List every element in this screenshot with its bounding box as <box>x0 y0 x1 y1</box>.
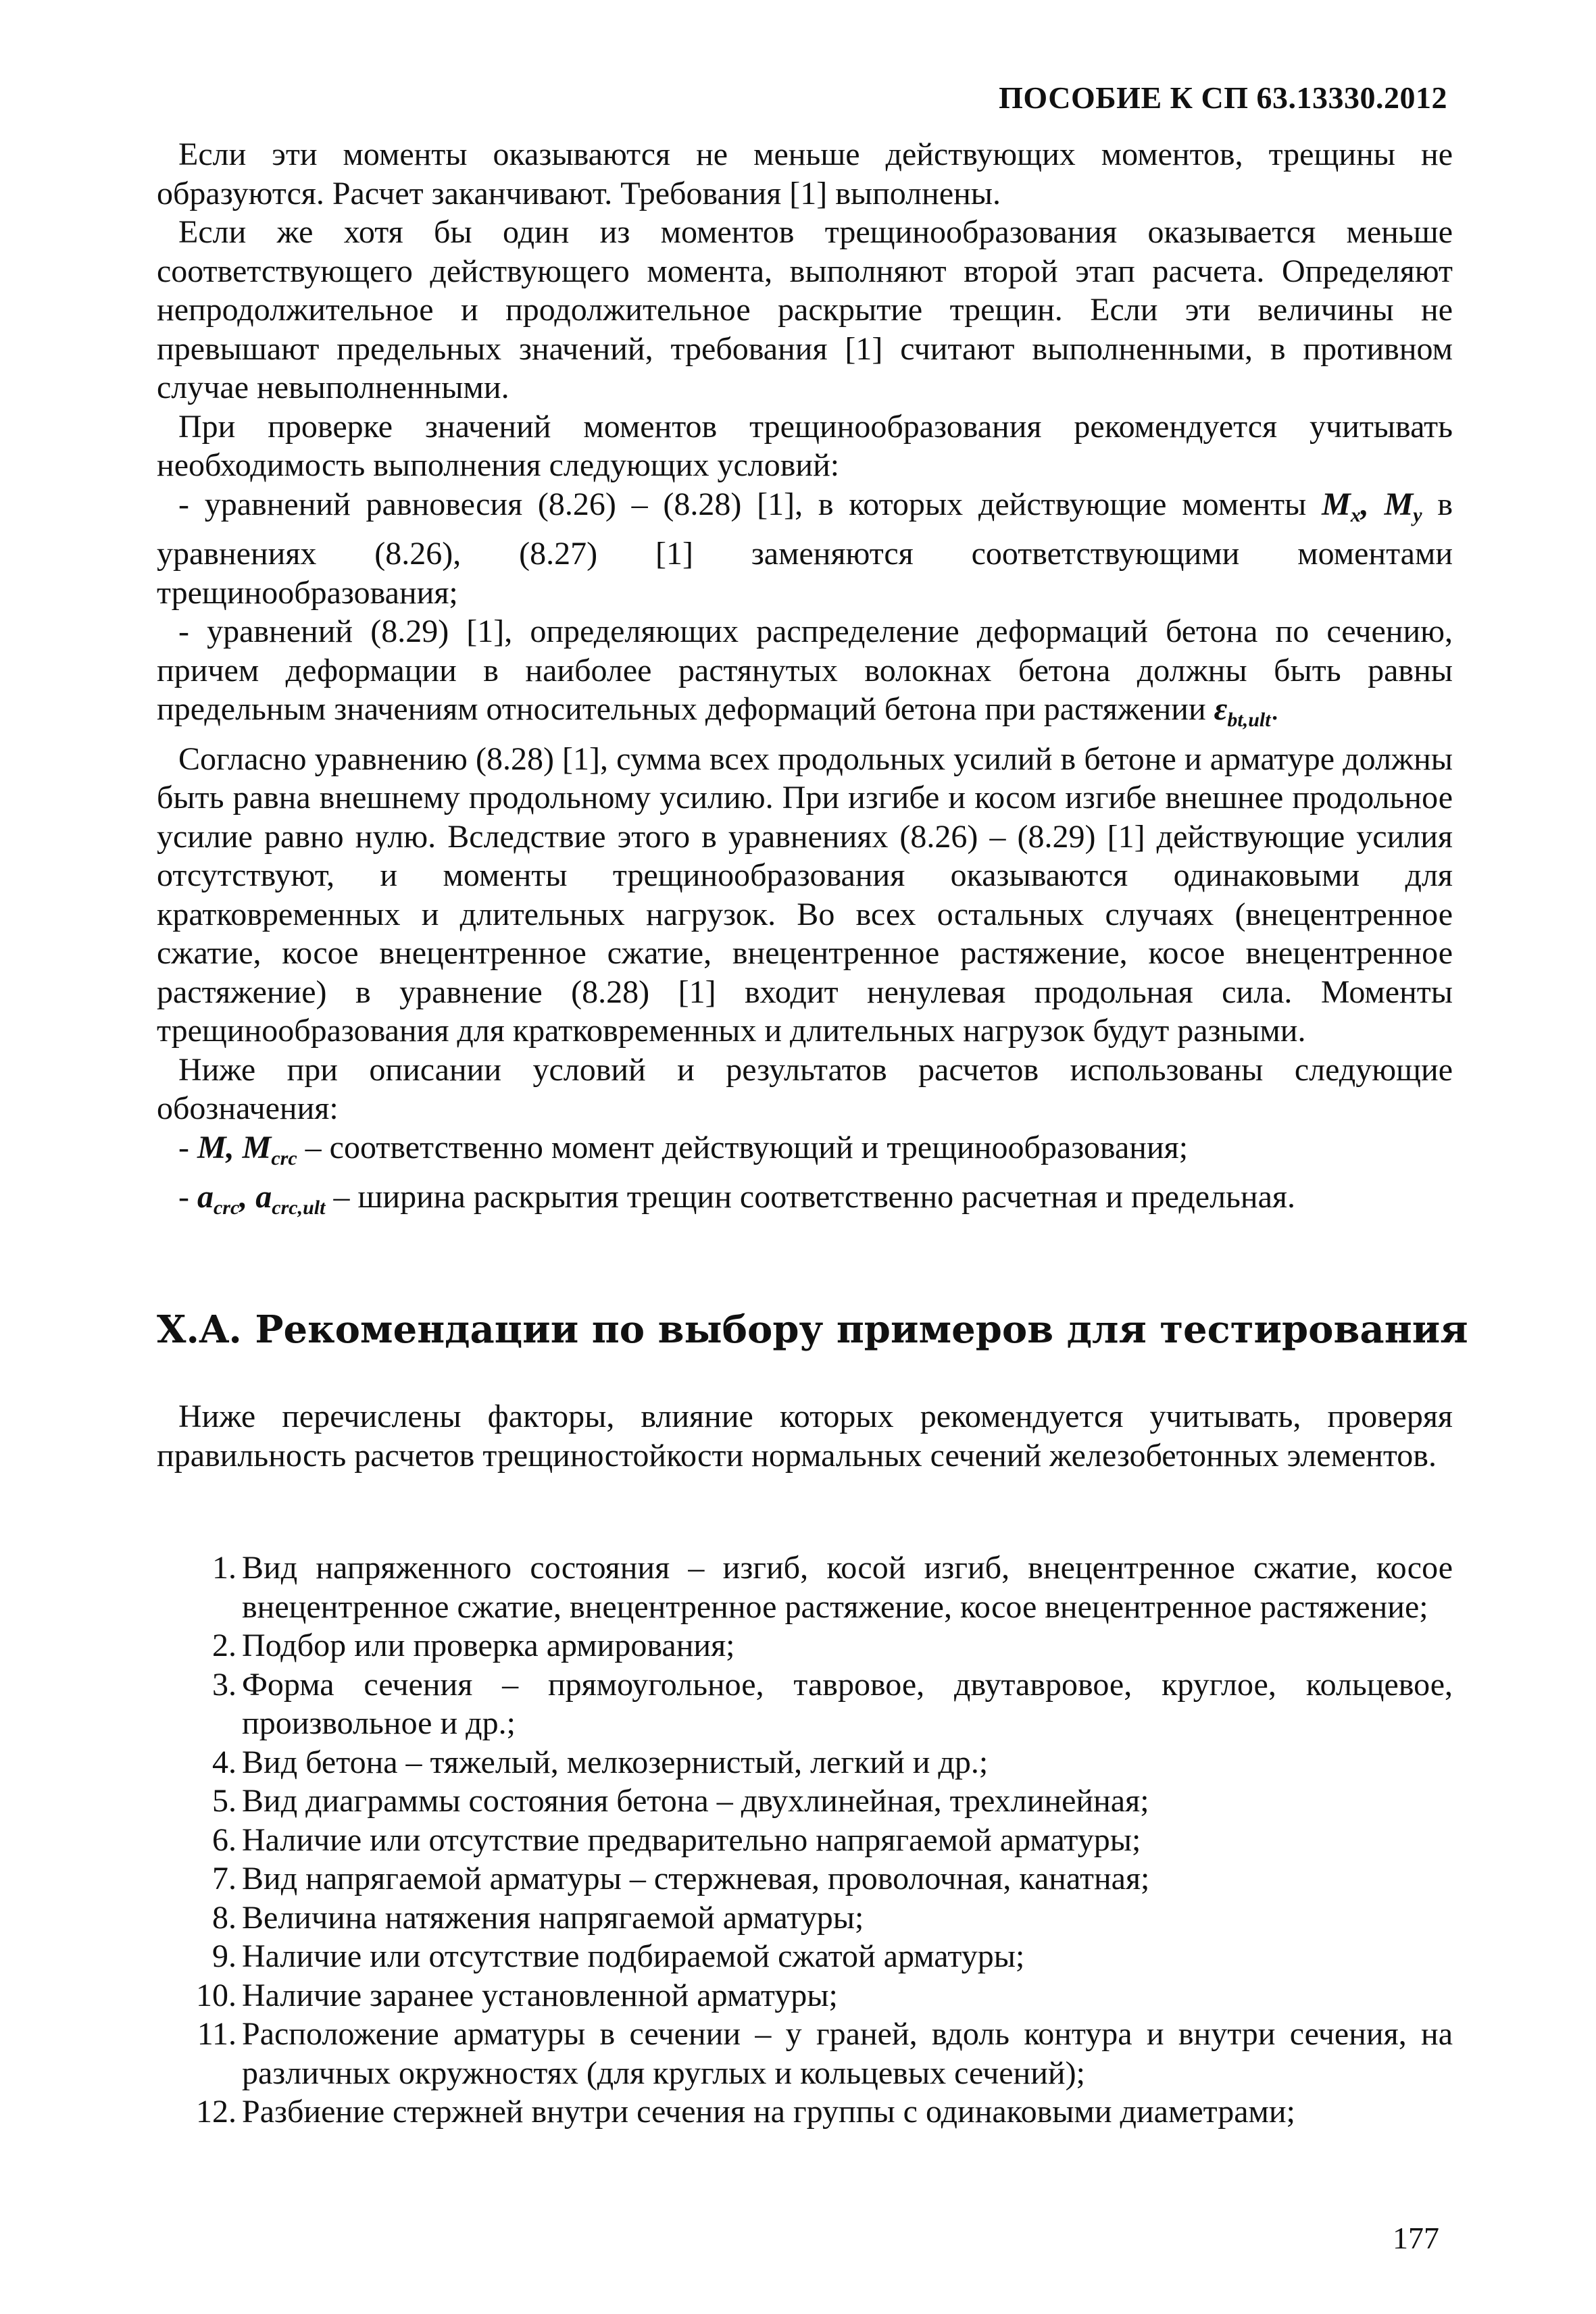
paragraph: Если эти моменты оказываются не меньше действующих моментов, трещины не образуются. Расчет заканчивают. Требования [1] выполнены. <box>157 136 1453 211</box>
factor-item <box>157 1859 1453 1898</box>
math-mx: $M_x$ <box>1322 486 1361 526</box>
factor-number: 11. <box>197 2016 236 2052</box>
paragraph: Согласно уравнению (8.28) [1], сумма всех продольных усилий в бетоне и арматуре должны быть равна внешнему продольному усилию. При изгибе и косом изгибе внешнее продольное усилие равно нулю. Вследствие этого в уравнениях (8.26) – (8.29) [1] действующие усилия отсутствуют, и моменты трещинообразования оказываются одинаковыми для кратковременных и длительных нагрузок. Во всех остальных случаях (внецентренное сжатие, косое внецентренное сжатие, внецентренное растяжение, косое внецентренное растяжение) в уравнение (8.28) [1] входит ненулевая продольная сила. Моменты трещинообразования для кратковременных и длительных нагрузок будут разными. <box>157 740 1453 1049</box>
paragraph: При проверке значений моментов трещинообразования рекомендуется учитывать необходимость выполнения следующих условий: <box>157 408 1453 483</box>
factor-item <box>157 1898 1453 1938</box>
page-number: 177 <box>1393 2221 1439 2255</box>
factor-number: 1. <box>212 1550 236 1586</box>
condition-text: - уравнений (8.29) [1], определяющих распределение деформаций бетона по сечению, причем деформации в наиболее растянутых волокнах бетона должны быть равны предельным значениям относительных деформаций бетона при растяжении <box>157 613 1453 727</box>
factor-text: Наличие заранее установленной арматуры; <box>242 1977 838 2013</box>
paragraph: Ниже при описании условий и результатов расчетов использованы следующие обозначения: <box>157 1051 1453 1126</box>
factor-item <box>157 1665 1453 1743</box>
factor-number: 6. <box>212 1821 236 1858</box>
body-text <box>157 135 1453 1228</box>
factor-number: 3. <box>212 1666 236 1703</box>
factor-text: Разбиение стержней внутри сечения на группы с одинаковыми диаметрами; <box>242 2094 1295 2130</box>
factor-number: 12. <box>196 2094 236 2130</box>
factor-number: 8. <box>212 1899 236 1936</box>
factor-number: 5. <box>212 1783 236 1819</box>
factor-text: Вид напрягаемой арматуры – стержневая, проволочная, канатная; <box>242 1861 1150 1896</box>
factor-number: 9. <box>212 1938 236 1974</box>
notation-item: - M, $M_{crc}$ – соответственно момент действующий и трещинообразования; <box>178 1129 1189 1169</box>
factor-number: 4. <box>212 1744 236 1780</box>
factor-text: Форма сечения – прямоугольное, тавровое, двутавровое, круглое, кольцевое, произвольное и др.; <box>242 1666 1453 1741</box>
math-my: $M_y$ <box>1384 486 1422 526</box>
factor-text: Вид напряженного состояния – изгиб, косой изгиб, внецентренное сжатие, косое внецентренное сжатие, внецентренное растяжение, косое внецентренное растяжение; <box>242 1550 1453 1625</box>
factor-number: 2. <box>212 1628 236 1663</box>
math-comma: , <box>1360 486 1385 522</box>
factor-list <box>157 1549 1453 2132</box>
factor-number: 7. <box>212 1861 236 1896</box>
condition-text: - уравнений равновесия (8.26) – (8.28) [1], в которых действующие моменты <box>178 486 1322 522</box>
factor-item <box>157 1821 1453 1860</box>
condition-item <box>157 485 1453 613</box>
factor-text: Вид диаграммы состояния бетона – двухлинейная, трехлинейная; <box>242 1783 1149 1819</box>
factor-item <box>157 1626 1453 1665</box>
math-acrc: $a_{crc}$ <box>197 1179 240 1219</box>
condition-text: в уравнениях (8.26), (8.27) [1] заменяются соответствующими моментами трещинообразования; <box>157 486 1453 611</box>
factor-item <box>157 1782 1453 1821</box>
factor-text: Наличие или отсутствие предварительно напрягаемой арматуры; <box>242 1821 1141 1858</box>
condition-text: . <box>1270 691 1279 727</box>
notation-text: – ширина раскрытия трещин соответственно расчетная и предельная. <box>325 1179 1295 1215</box>
math-epsilon: $\varepsilon_{bt,ult}$ <box>1214 691 1271 731</box>
math-mcrc: $M_{crc}$ <box>242 1129 297 1169</box>
math-acrcult: $a_{crc,ult}$ <box>255 1179 326 1219</box>
paragraph: Ниже перечислены факторы, влияние которых рекомендуется учитывать, проверяя правильность расчетов трещиностойкости нормальных сечений железобетонных элементов. <box>157 1399 1453 1474</box>
factor-item <box>157 2092 1453 2132</box>
factor-text: Величина натяжения напрягаемой арматуры; <box>242 1899 864 1936</box>
factor-number: 10. <box>196 1977 236 2013</box>
factor-item <box>157 1937 1453 1976</box>
factor-text: Вид бетона – тяжелый, мелкозернистый, легкий и др.; <box>242 1744 989 1780</box>
running-header: ПОСОБИЕ К СП 63.13330.2012 <box>999 80 1447 115</box>
notation-text: – соответственно момент действующий и трещинообразования; <box>297 1129 1189 1165</box>
section-intro <box>157 1397 1453 1475</box>
notation-item: - $a_{crc}$, $a_{crc,ult}$ – ширина раскрытия трещин соответственно расчетная и предельная. <box>178 1179 1295 1219</box>
factor-item <box>157 1743 1453 1782</box>
paragraph: Если же хотя бы один из моментов трещинообразования оказывается меньше соответствующего действующего момента, выполняют второй этап расчета. Определяют непродолжительное и продолжительное раскрытие трещин. Если эти величины не превышают предельных значений, требования [1] считают выполненными, в противном случае невыполненными. <box>157 214 1453 405</box>
factor-text: Расположение арматуры в сечении – у граней, вдоль контура и внутри сечения, на различных окружностях (для круглых и кольцевых сечений); <box>242 2016 1453 2091</box>
math-m: M, <box>197 1129 243 1165</box>
factor-item <box>157 2015 1453 2092</box>
factor-item <box>157 1549 1453 1626</box>
factor-text: Наличие или отсутствие подбираемой сжатой арматуры; <box>242 1938 1025 1974</box>
section-title: X.A. Рекомендации по выбору примеров для тестирования <box>157 1307 1468 1352</box>
factor-item <box>157 1976 1453 2015</box>
factor-text: Подбор или проверка армирования; <box>242 1628 735 1663</box>
condition-item <box>157 612 1453 740</box>
